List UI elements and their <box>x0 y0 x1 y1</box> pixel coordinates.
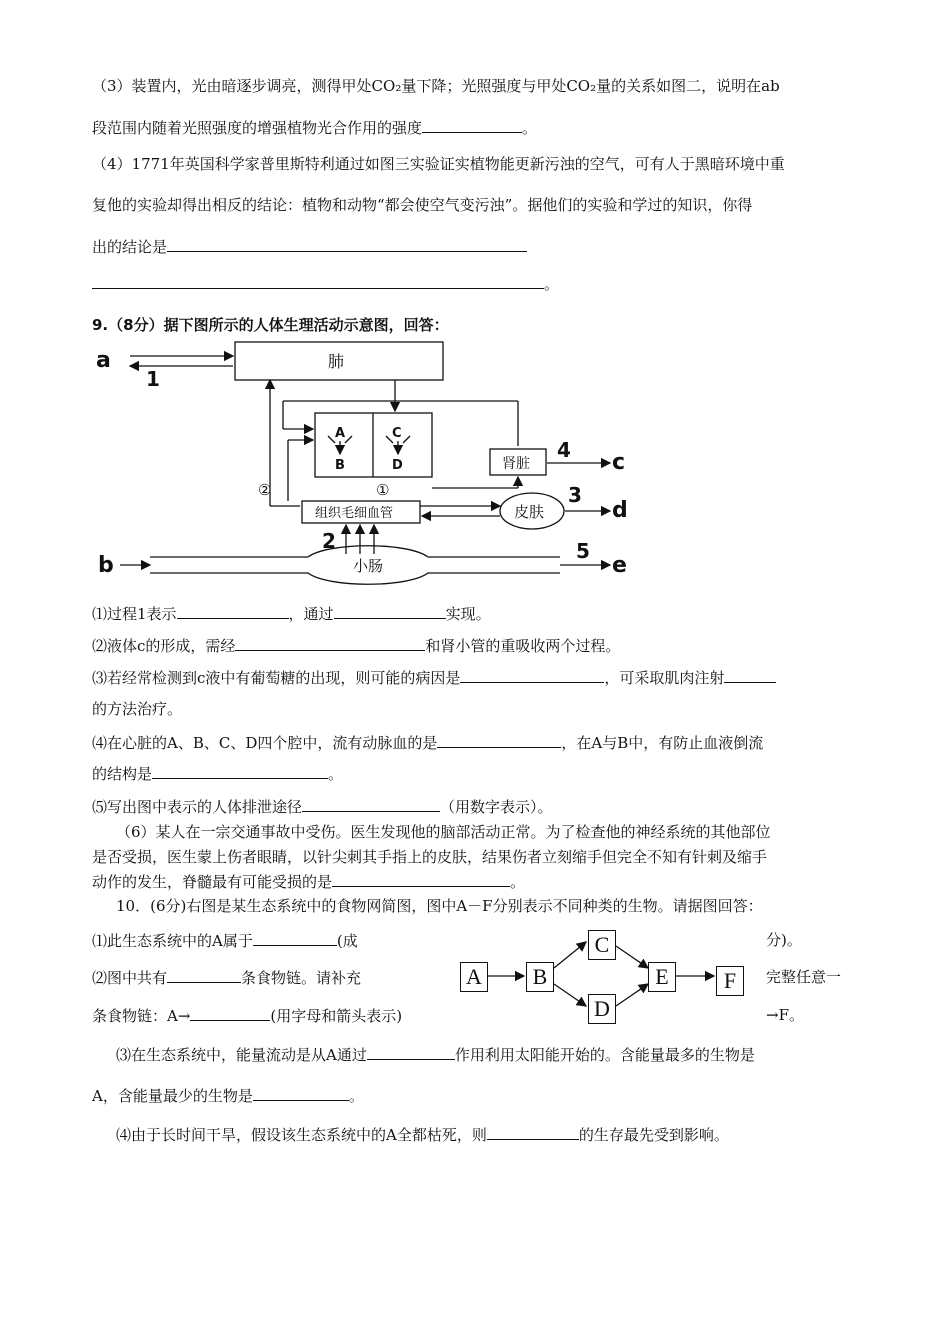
answer-blank[interactable] <box>302 797 440 812</box>
q10-sub2: ⑵图中共有 条食物链。请补充 <box>92 969 362 987</box>
q9-sub6-line1: （6）某人在一宗交通事故中受伤。医生发现他的脑部活动正常。为了检查他的神经系统的其他部位 <box>116 823 771 841</box>
q10-sub2-right: 完整任意一 <box>766 968 842 986</box>
node-b: B <box>526 962 554 992</box>
q10-sub3-cont: A，含能量最少的生物是 。 <box>92 1087 364 1105</box>
answer-blank[interactable] <box>167 968 241 983</box>
q9-sub1: ⑴过程1表示 ，通过 实现。 <box>92 605 491 623</box>
q8-part3-line1: （3）装置内，光由暗逐步调亮，测得甲处CO₂量下降；光照强度与甲处CO₂量的关系如图二，说明在ab <box>92 77 780 95</box>
chamber-b: B <box>335 458 345 473</box>
node-d: D <box>588 994 616 1024</box>
lung-label: 肺 <box>328 352 345 371</box>
label-d: d <box>612 498 628 523</box>
q9-sub5: ⑸写出图中表示的人体排泄途径 （用数字表示）。 <box>92 798 553 816</box>
answer-blank[interactable] <box>460 668 604 683</box>
circled-2: ② <box>258 481 272 499</box>
q10-sub2-end: →F。 <box>766 1006 804 1024</box>
answer-blank[interactable] <box>167 237 527 252</box>
answer-blank[interactable] <box>177 604 289 619</box>
answer-blank[interactable] <box>724 668 776 683</box>
num-3: 3 <box>568 483 582 507</box>
q8-part4-line2: 复他的实验却得出相反的结论：植物和动物“都会使空气变污浊”。据他们的实验和学过的知识，你得 <box>92 196 753 214</box>
kidney-label: 肾脏 <box>502 456 530 472</box>
num-4: 4 <box>557 438 571 462</box>
capillary-label: 组织毛细血管 <box>315 506 394 521</box>
answer-blank[interactable] <box>235 636 425 651</box>
answer-blank[interactable] <box>332 872 510 887</box>
num-1: 1 <box>146 367 160 391</box>
q9-sub4-cont: 的结构是 。 <box>92 765 344 783</box>
num-2: 2 <box>322 529 336 553</box>
answer-blank[interactable] <box>367 1045 455 1060</box>
label-b: b <box>98 553 114 578</box>
label-e: e <box>612 553 627 578</box>
q10-sub1-end: 分)。 <box>766 931 802 949</box>
q9-sub4: ⑷在心脏的A、B、C、D四个腔中，流有动脉血的是 ，在A与B中，有防止血液倒流 <box>92 734 764 752</box>
node-e: E <box>648 962 676 992</box>
answer-blank[interactable] <box>190 1006 270 1021</box>
node-a: A <box>460 962 488 992</box>
node-c: C <box>588 930 616 960</box>
skin-label: 皮肤 <box>514 503 545 521</box>
q10-sub2-cont: 条食物链：A→ (用字母和箭头表示) <box>92 1007 403 1025</box>
node-f: F <box>716 966 744 996</box>
answer-blank[interactable] <box>487 1125 579 1140</box>
q8-part4-line1: （4）1771年英国科学家普里斯特利通过如图三实验证实植物能更新污浊的空气，可有人于黑暗环境中重 <box>92 155 785 173</box>
chamber-d: D <box>392 458 403 473</box>
answer-blank[interactable] <box>253 931 337 946</box>
label-a: a <box>96 348 111 373</box>
q9-title: 9.（8分）据下图所示的人体生理活动示意图，回答： <box>92 316 449 334</box>
physiology-diagram <box>90 336 650 586</box>
intestine-label: 小肠 <box>353 557 384 575</box>
answer-blank[interactable] <box>92 274 544 289</box>
q8-part4-line3: 出的结论是 <box>92 237 527 256</box>
q9-sub3: ⑶若经常检测到c液中有葡萄糖的出现，则可能的病因是 ，可采取肌肉注射 <box>92 668 776 687</box>
label-c: c <box>612 450 626 475</box>
q8-part3-line2: 段范围内随着光照强度的增强植物光合作用的强度 。 <box>92 119 538 137</box>
q10-sub3: ⑶在生态系统中，能量流动是从A通过 作用利用太阳能开始的。含能量最多的生物是 <box>116 1046 755 1064</box>
circled-1: ① <box>376 481 390 499</box>
q9-sub2: ⑵液体c的形成，需经 和肾小管的重吸收两个过程。 <box>92 637 621 655</box>
q9-sub6-line2: 是否受损，医生蒙上伤者眼睛，以针尖刺其手指上的皮肤，结果伤者立刻缩手但完全不知有针刺及缩手 <box>92 848 768 866</box>
answer-blank[interactable] <box>253 1086 349 1101</box>
q9-sub3-cont: 的方法治疗。 <box>92 700 183 718</box>
answer-blank[interactable] <box>422 118 522 133</box>
answer-blank[interactable] <box>152 764 328 779</box>
q8-part4-line4: 。 <box>92 274 559 293</box>
q9-sub6-line3: 动作的发生，脊髓最有可能受损的是 。 <box>92 873 526 891</box>
answer-blank[interactable] <box>334 604 446 619</box>
chamber-c: C <box>392 426 402 441</box>
q10-title: 10．(6分)右图是某生态系统中的食物网简图，图中A－F分别表示不同种类的生物。请据图回答： <box>116 897 763 915</box>
answer-blank[interactable] <box>437 733 561 748</box>
chamber-a: A <box>335 426 346 441</box>
q10-sub1: ⑴此生态系统中的A属于 (成 <box>92 932 358 950</box>
q10-sub4: ⑷由于长时间干旱，假设该生态系统中的A全都枯死，则 的生存最先受到影响。 <box>116 1126 729 1144</box>
num-5: 5 <box>576 539 590 563</box>
